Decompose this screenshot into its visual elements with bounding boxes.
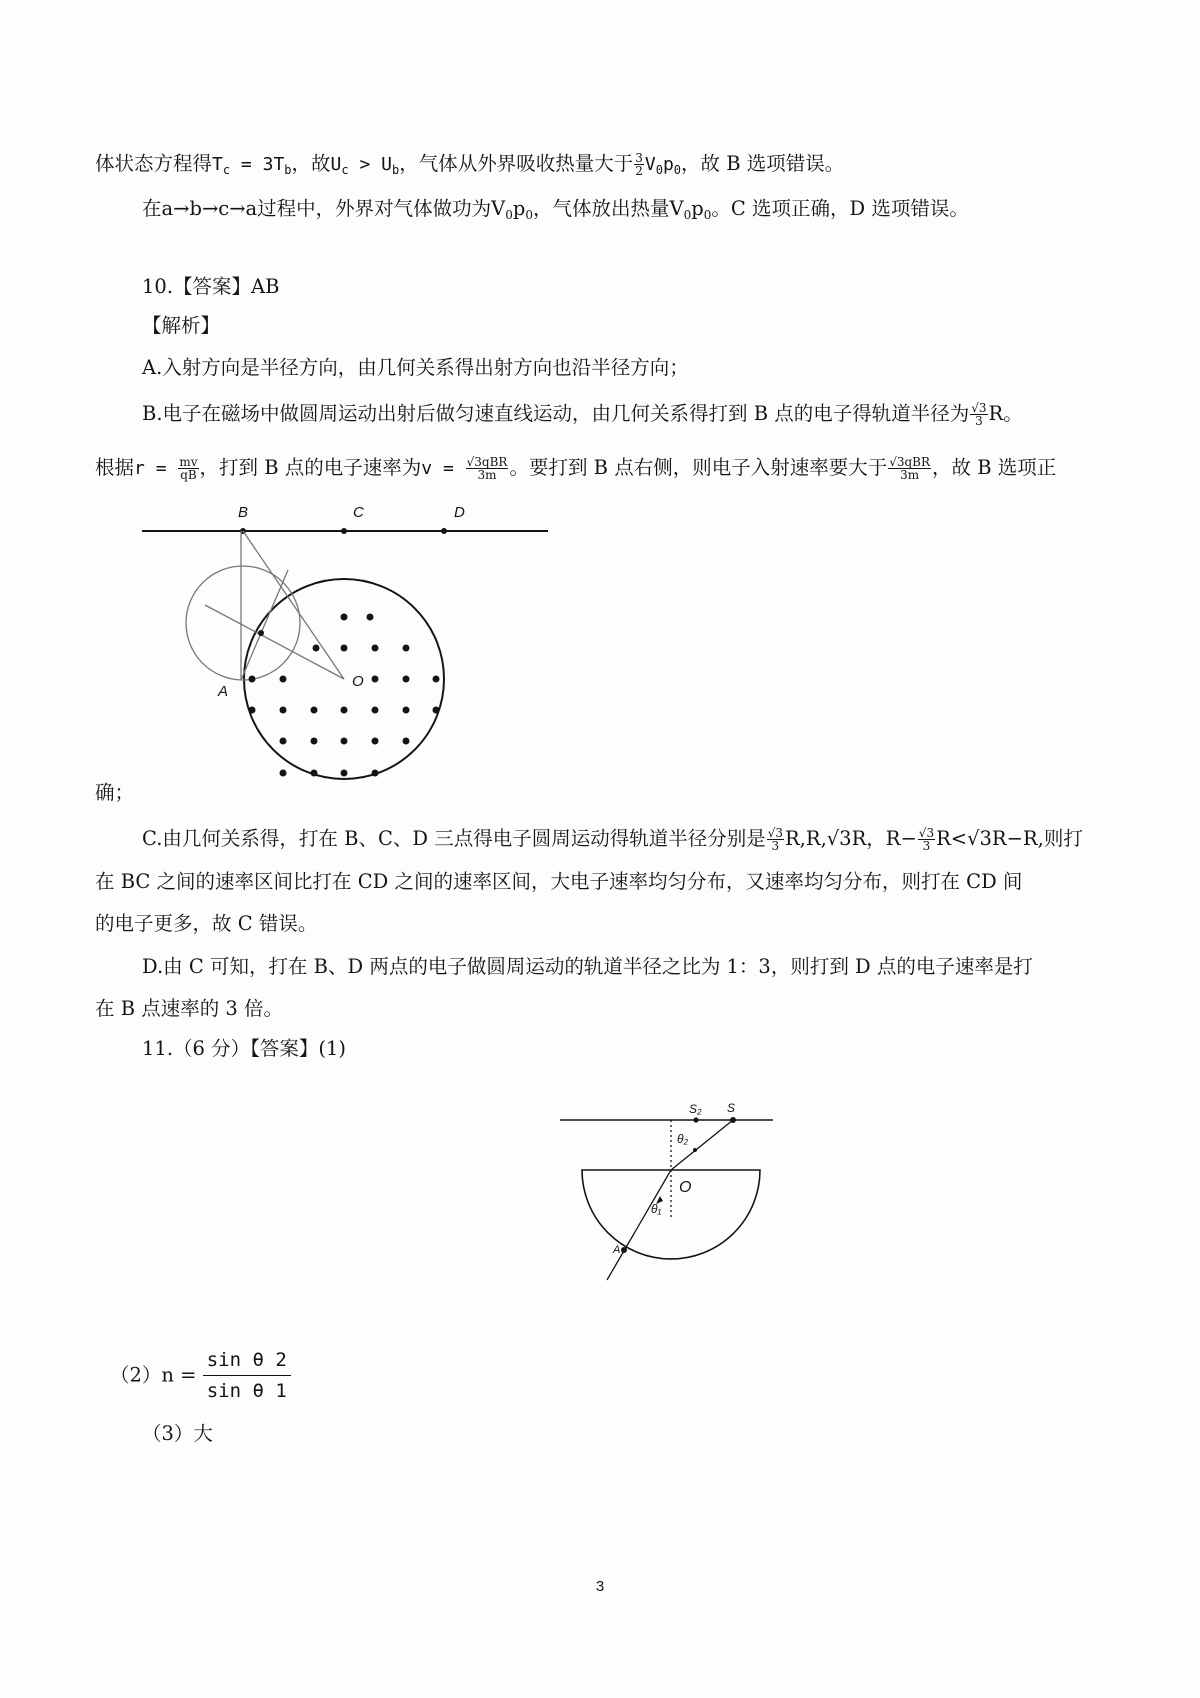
label-B: B [238, 504, 249, 521]
trajectory-center [258, 630, 264, 636]
q10-option-b-line-2 [95, 454, 1056, 483]
text: 。C 选项正确，D 选项错误。 [711, 197, 969, 220]
subscript: 0 [703, 208, 712, 222]
fraction-speed-b: $\frac{\text{√3qBR}}{3m}$ [466, 455, 508, 482]
q11-part-3: （3）大 [142, 1422, 213, 1445]
q10-option-b-line-3: 确； [95, 781, 135, 804]
text: ，气体从外界吸收热量大于 [399, 152, 634, 175]
refraction-figure [555, 1075, 795, 1285]
point-D [441, 528, 447, 534]
eq-Tc: $T_c = 3T_b$ [212, 154, 292, 177]
fraction-root3-3: $\frac{√3}{3}$ [971, 401, 987, 428]
fraction-speed-min: $\frac{\text{√3qBR}}{3m}$ [889, 455, 931, 482]
text: ，故 [291, 152, 331, 175]
text: 在a→b→c→a过程中，外界对气体做功为V [142, 197, 506, 220]
q10-option-d-line-2: 在 B 点速率的 3 倍。 [95, 997, 284, 1020]
q11-heading: 11.（6 分）【答案】(1) [142, 1037, 346, 1060]
text: （2）n = [110, 1363, 197, 1387]
label-D: D [454, 504, 465, 521]
text: 体状态方程得 [95, 152, 213, 175]
q10-answer: 10.【答案】AB [142, 275, 280, 298]
magnetic-field-figure [130, 500, 550, 800]
label-O: O [679, 1179, 692, 1196]
text: 根据 [95, 456, 135, 479]
semicircle-glass [582, 1170, 760, 1259]
q10-option-c-line-2: 在 BC 之间的速率区间比打在 CD 之间的速率区间，大电子速率均匀分布，又速率均匀分布，则打在 CD 间 [95, 870, 1023, 893]
text: ，气体放出热量V [533, 197, 684, 220]
label-theta2: θ₂ [677, 1132, 689, 1146]
incident-ray [607, 1170, 671, 1280]
q10-option-b-line-1 [142, 400, 1023, 428]
line-A-tangent [241, 570, 288, 680]
prev-solution-line-1 [95, 150, 844, 184]
text: ，故 B 选项正 [932, 456, 1057, 479]
label-O: O [352, 673, 364, 690]
q10-option-c-line-3: 的电子更多，故 C 错误。 [95, 912, 318, 935]
subscript: 0 [525, 208, 534, 222]
subscript: 0 [683, 208, 692, 222]
page-number: 3 [595, 1578, 605, 1595]
fraction-root3-3: $\frac{√3}{3}$ [918, 826, 935, 853]
refractive-index-fraction: $\frac{\text{sin θ 2}}{\text{sin θ 1}}$ [203, 1348, 291, 1403]
fraction-mv-qB: $\frac{mv}{qB}$ [179, 455, 198, 482]
ray-marker [693, 1148, 697, 1152]
text: R<√3R−R,则打 [936, 827, 1083, 850]
point-C [341, 528, 347, 534]
point-A [621, 1247, 627, 1253]
text: C.由几何关系得，打在 B、C、D 三点得电子圆周运动得轨道半径分别是 [142, 827, 766, 850]
label-C: C [353, 504, 364, 521]
q10-option-d-line-1: D.由 C 可知，打在 B、D 两点的电子做圆周运动的轨道半径之比为 1：3，则打到 D 点的电子速率是打 [142, 955, 1033, 978]
eq-r: r = [134, 458, 178, 479]
label-S2: S₂ [689, 1102, 702, 1116]
eq-v: v = [421, 458, 465, 479]
text: ，打到 B 点的电子速率为 [199, 456, 422, 479]
text: ，故 B 选项错误。 [681, 152, 845, 175]
text: 。要打到 B 点右侧，则电子入射速率要大于 [509, 456, 888, 479]
q10-option-c-line-1 [142, 825, 1083, 853]
eq-V0p0: $V_0p_0$ [644, 154, 682, 177]
prev-solution-line-2 [142, 195, 969, 229]
text: R。 [988, 402, 1023, 425]
label-S: S [727, 1101, 736, 1115]
q11-part-2 [110, 1345, 291, 1406]
text: R,R,√3R，R− [785, 827, 917, 850]
subscript: 0 [505, 208, 513, 222]
q10-analysis-heading: 【解析】 [142, 314, 221, 337]
label-A: A [218, 683, 229, 700]
point-S2 [693, 1117, 698, 1122]
text: p [512, 197, 526, 220]
fraction-root3-3: $\frac{√3}{3}$ [767, 826, 783, 853]
label-theta1: θ₁ [651, 1202, 662, 1216]
text: p [691, 197, 704, 220]
q10-option-a: A.入射方向是半径方向，由几何关系得出射方向也沿半径方向； [142, 356, 689, 379]
line-B-O [243, 531, 344, 679]
text: B.电子在磁场中做圆周运动出射后做匀速直线运动，由几何关系得打到 B 点的电子得轨道半径为 [142, 402, 970, 425]
label-A: A [613, 1244, 621, 1256]
eq-Uc: $U_c > U_b$ [330, 154, 400, 177]
fraction-3-2: $\frac{3}{2}$ [635, 151, 643, 178]
line-center-O [205, 605, 344, 679]
